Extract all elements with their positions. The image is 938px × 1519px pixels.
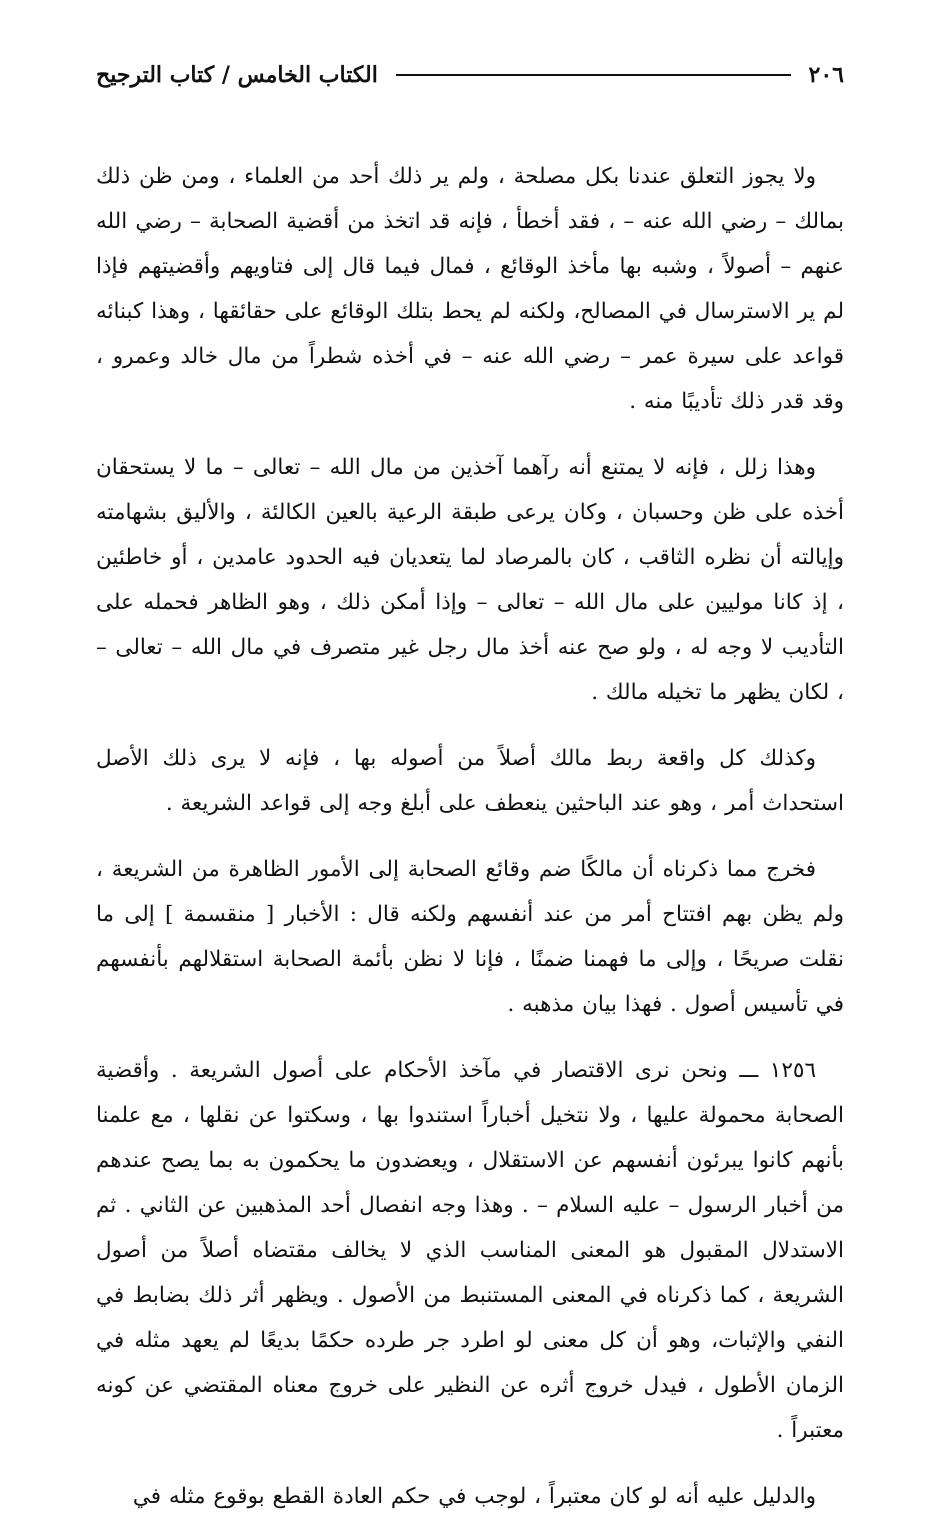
paragraph-3: وكذلك كل واقعة ربط مالك أصلاً من أصوله بها ، فإنه لا يرى ذلك الأصل استحداث أمر ، وهو عند الباحثين ينعطف على أبلغ وجه إلى قواعد الشريعة . [96,746,844,816]
paragraph-6: والدليل عليه أنه لو كان معتبراً ، لوجب في حكم العادة القطع بوقوع مثله في [132,1484,816,1509]
paragraph-5: ١٢٥٦ ـــ ونحن نرى الاقتصار في مآخذ الأحكام على أصول الشريعة . وأقضية الصحابة محمولة عليها ، ولا نتخيل أخباراً استندوا بها ، وسكتوا عن نقلها ، مع علمنا بأنهم كانوا يبرئون أنفسهم عن الاستقلال ، ويعضدون ما يحكمون به بما يصح عندهم من أخبار الرسول – عليه السلام – . وهذا وجه انفصال أحد المذهبين عن الثاني . ثم الاستدلال المقبول هو المعنى المناسب الذي لا يخالف مقتضاه أصلاً من أصول الشريعة ، كما ذكرناه في المعنى المستنبط من الأصول . ويظهر أثر ذلك بضابط في النفي والإثبات، وهو أن كل معنى لو اطرد جر طرده حكمًا بديعًا لم يعهد مثله في الزمان الأطول ، فيدل خروج أثره عن النظير على خروج معناه المقتضي عن كونه معتبراً . [96,1058,844,1443]
header-rule [396,74,791,76]
running-title: الكتاب الخامس / كتاب الترجيح [96,62,378,88]
body-text [96,154,844,1519]
paragraph-1: ولا يجوز التعلق عندنا بكل مصلحة ، ولم ير ذلك أحد من العلماء ، ومن ظن ذلك بمالك – رضي الله عنه – ، فقد أخطأ ، فإنه قد اتخذ من أقضية الصحابة – رضي الله عنهم – أصولاً ، وشبه بها مأخذ الوقائع ، فمال فيما قال إلى فتاويهم وأقضيتهم فإذا لم ير الاسترسال في المصالح، ولكنه لم يحط بتلك الوقائع على حقائقها ، وهذا كبنائه قواعد على سيرة عمر – رضي الله عنه – في أخذه شطراً من مال خالد وعمرو ، وقد قدر ذلك تأديبًا منه . [96,164,844,414]
page-number: ٢٠٦ [808,62,844,88]
paragraph-2: وهذا زلل ، فإنه لا يمتنع أنه رآهما آخذين من مال الله – تعالى – ما لا يستحقان أخذه على ظن وحسبان ، وكان يرعى طبقة الرعية بالعين الكالئة ، والأليق بشهامته وإيالته أن نظره الثاقب ، كان بالمرصاد لما يتعديان فيه الحدود عامدين ، أو خاطئين ، إذ كانا موليين على مال الله – تعالى – وإذا أمكن ذلك ، وهو الظاهر فحمله على التأديب لا وجه له ، ولو صح عنه أخذ مال رجل غير متصرف في مال الله – تعالى – ، لكان يظهر ما تخيله مالك . [96,455,844,705]
paragraph-4: فخرج مما ذكرناه أن مالكًا ضم وقائع الصحابة إلى الأمور الظاهرة من الشريعة ، ولم يظن بهم افتتاح أمر من عند أنفسهم ولكنه قال : الأخبار [ منقسمة ] إلى ما نقلت صريحًا ، وإلى ما فهمنا ضمنًا ، فإنا لا نظن بأئمة الصحابة استقلالهم بأنفسهم في تأسيس أصول . فهذا بيان مذهبه . [96,857,844,1017]
page-header [96,52,844,98]
